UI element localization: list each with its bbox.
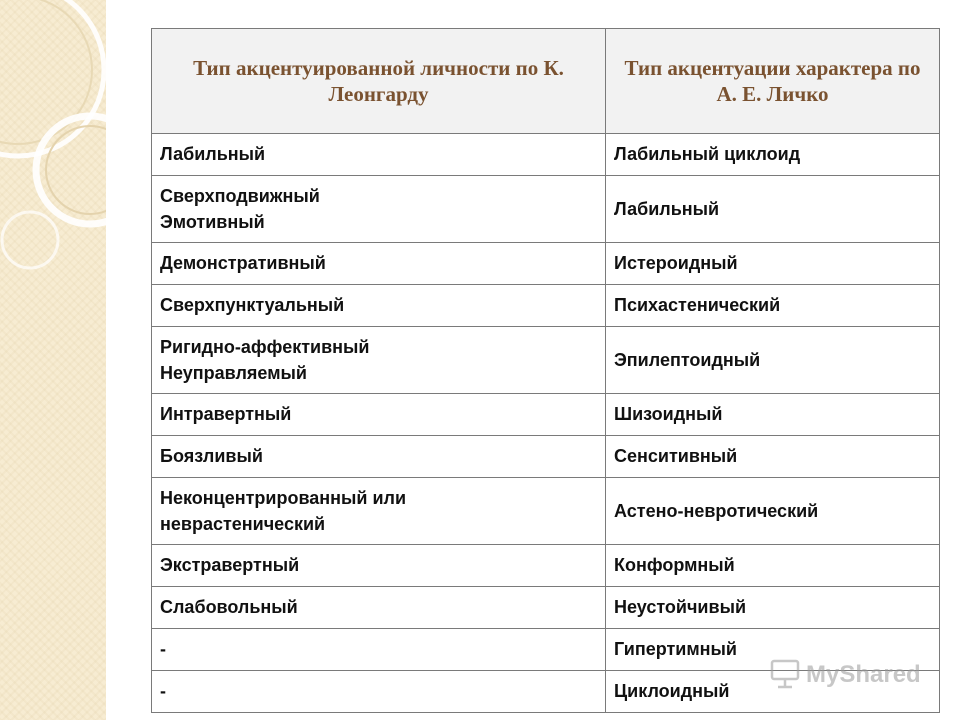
table-row <box>152 176 940 243</box>
lichko-type-cell: Циклоидный <box>606 671 940 713</box>
header-lichko: Тип акцентуации характера по А. Е. Личко <box>606 29 940 134</box>
table-header-row <box>152 29 940 134</box>
presentation-screen-icon <box>772 661 798 687</box>
myshared-watermark <box>768 656 928 692</box>
decorative-side-panel <box>0 0 106 720</box>
table-row <box>152 327 940 394</box>
lichko-type-cell: Сенситивный <box>606 436 940 478</box>
lichko-type-cell: Гипертимный <box>606 629 940 671</box>
watermark-text: MyShared <box>806 661 921 688</box>
lichko-type-cell: Неустойчивый <box>606 587 940 629</box>
decorative-rings <box>0 0 106 720</box>
table-row <box>152 285 940 327</box>
lichko-type-cell: Истероидный <box>606 243 940 285</box>
leonhard-type-cell: Ригидно-аффективный Неуправляемый <box>152 327 606 394</box>
leonhard-type-cell: Сверхподвижный Эмотивный <box>152 176 606 243</box>
leonhard-type-cell: - <box>152 629 606 671</box>
leonhard-type-cell: Слабовольный <box>152 587 606 629</box>
leonhard-type-cell: Экстравертный <box>152 545 606 587</box>
accentuation-comparison-table <box>151 28 940 713</box>
table-row <box>152 394 940 436</box>
lichko-type-cell: Лабильный циклоид <box>606 134 940 176</box>
table-row <box>152 587 940 629</box>
lichko-type-cell: Эпилептоидный <box>606 327 940 394</box>
lichko-type-cell: Астено-невротический <box>606 478 940 545</box>
leonhard-type-cell: Демонстративный <box>152 243 606 285</box>
table-row <box>152 545 940 587</box>
table-row <box>152 134 940 176</box>
table-row <box>152 243 940 285</box>
leonhard-type-cell: Неконцентрированный или неврастенический <box>152 478 606 545</box>
table-row <box>152 478 940 545</box>
leonhard-type-cell: Лабильный <box>152 134 606 176</box>
leonhard-type-cell: Интравертный <box>152 394 606 436</box>
lichko-type-cell: Лабильный <box>606 176 940 243</box>
leonhard-type-cell: Сверхпунктуальный <box>152 285 606 327</box>
lichko-type-cell: Конформный <box>606 545 940 587</box>
table-row <box>152 436 940 478</box>
leonhard-type-cell: Боязливый <box>152 436 606 478</box>
header-leonhard: Тип акцентуированной личности по К. Леонгарду <box>152 29 606 134</box>
leonhard-type-cell: - <box>152 671 606 713</box>
lichko-type-cell: Шизоидный <box>606 394 940 436</box>
lichko-type-cell: Психастенический <box>606 285 940 327</box>
